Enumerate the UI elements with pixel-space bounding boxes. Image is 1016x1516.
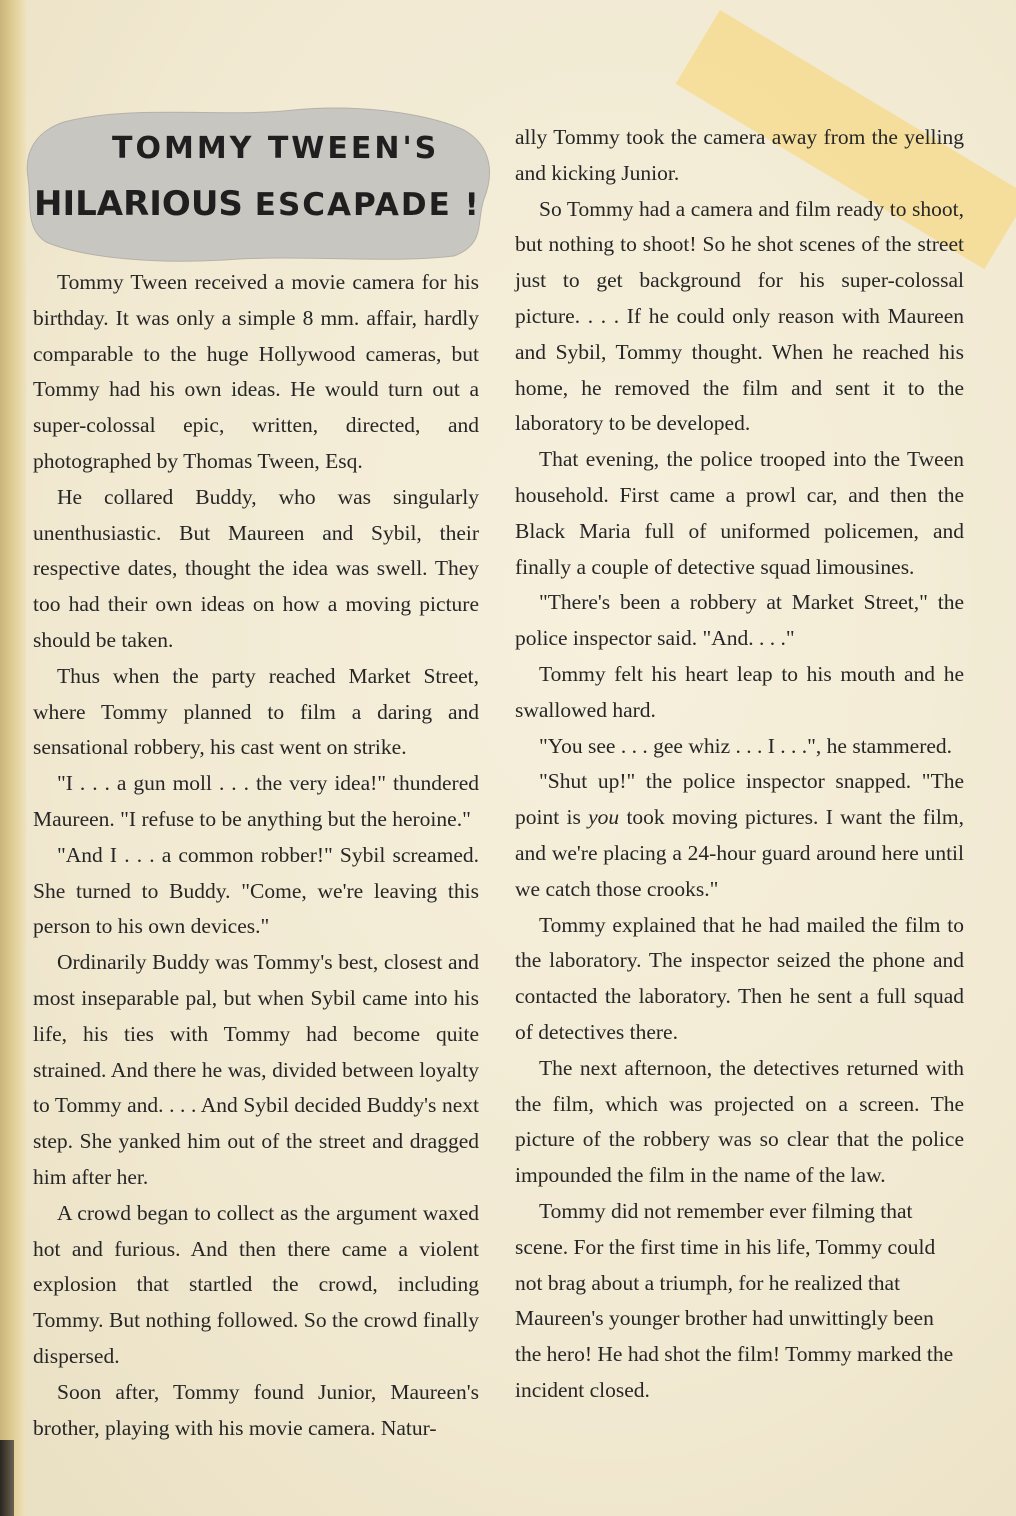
paragraph: Thus when the party reached Market Street, where Tommy planned to film a daring and sensational robbery, his cast went on strike. xyxy=(33,663,479,760)
paragraph: A crowd began to collect as the argument waxed hot and furious. And then there came a violent explosion that startled the crowd, including Tommy. But nothing followed. So the crowd finally dispersed. xyxy=(33,1200,479,1368)
paragraph: "There's been a robbery at Market Street," the police inspector said. "And. . . ." xyxy=(515,590,964,651)
paragraph: That evening, the police trooped into the Tween household. First came a prowl car, and then the Black Maria full of uniformed policemen, and finally a couple of detective squad limousines. xyxy=(515,447,964,579)
paragraph: Tommy did not remember ever filming that scene. For the first time in his life, Tommy could not brag about a triumph, for he realized that Maureen's younger brother had unwittingly been the hero! He had shot the film! Tommy marked the incident closed. xyxy=(515,1198,954,1402)
paragraph: "And I . . . a common robber!" Sybil screamed. She turned to Buddy. "Come, we're leaving this person to his own devices." xyxy=(33,842,479,939)
page-binding-edge xyxy=(0,0,26,1516)
paragraph: So Tommy had a camera and film ready to shoot, but nothing to shoot! So he shot scenes of the street just to get background for his super-colossal picture. . . . If he could only reason with Maureen and Sybil, Tommy thought. When he reached his home, he removed the film and sent it to the laboratory to be developed. xyxy=(515,196,964,436)
paragraph: The next afternoon, the detectives returned with the film, which was projected on a screen. The picture of the robbery was so clear that the police impounded the film in the name of the law. xyxy=(515,1055,964,1188)
paragraph: Ordinarily Buddy was Tommy's best, closest and most inseparable pal, but when Sybil came into his life, his ties with Tommy had become quite strained. And there he was, divided between loyalty to Tommy and. . . . And Sybil decided Buddy's next step. She yanked him out of the street and dragged him after her. xyxy=(33,950,479,1189)
text-run: "Shut up!" the police inspector snapped. "The point is xyxy=(515,769,964,830)
emphasis-you: you xyxy=(588,805,620,830)
paragraph: "I . . . a gun moll . . . the very idea!" thundered Maureen. "I refuse to be anything but the heroine." xyxy=(33,771,479,831)
title-line-2 xyxy=(34,184,481,224)
paragraph: Tommy Tween received a movie camera for his birthday. It was only a simple 8 mm. affair, hardly comparable to the huge Hollywood cameras, but Tommy had his own ideas. He would turn out a super-colossal epic, written, directed, and photographed by Thomas Tween, Esq. xyxy=(33,270,479,473)
paragraph-continuation: ally Tommy took the camera away from the yelling and kicking Junior. xyxy=(515,125,964,185)
paragraph: He collared Buddy, who was singularly unenthusiastic. But Maureen and Sybil, their respective dates, thought the idea was swell. They too had their own ideas on how a moving picture should be taken. xyxy=(33,484,479,652)
paragraph-shut-up xyxy=(515,764,964,907)
right-text-column xyxy=(515,120,964,1409)
title-escapade: ESCAPADE ! xyxy=(254,187,481,223)
left-text-column xyxy=(33,265,479,1446)
text-run: took moving pictures. I want the film, and we're placing a 24-hour guard around here until we catch those crooks." xyxy=(515,805,964,901)
paragraph: Tommy explained that he had mailed the film to the laboratory. The inspector seized the phone and contacted the laboratory. Then he sent a full squad of detectives there. xyxy=(515,912,964,1044)
paragraph: Tommy felt his heart leap to his mouth and he swallowed hard. xyxy=(515,661,964,722)
page-binding-shadow xyxy=(0,1440,14,1516)
paragraph: Soon after, Tommy found Junior, Maureen's brother, playing with his movie camera. Natur- xyxy=(33,1379,479,1440)
paragraph: "You see . . . gee whiz . . . I . . .", he stammered. xyxy=(539,733,953,758)
title-hilarious: HILARIOUS xyxy=(34,184,243,224)
title-line-1: TOMMY TWEEN'S xyxy=(112,131,440,166)
